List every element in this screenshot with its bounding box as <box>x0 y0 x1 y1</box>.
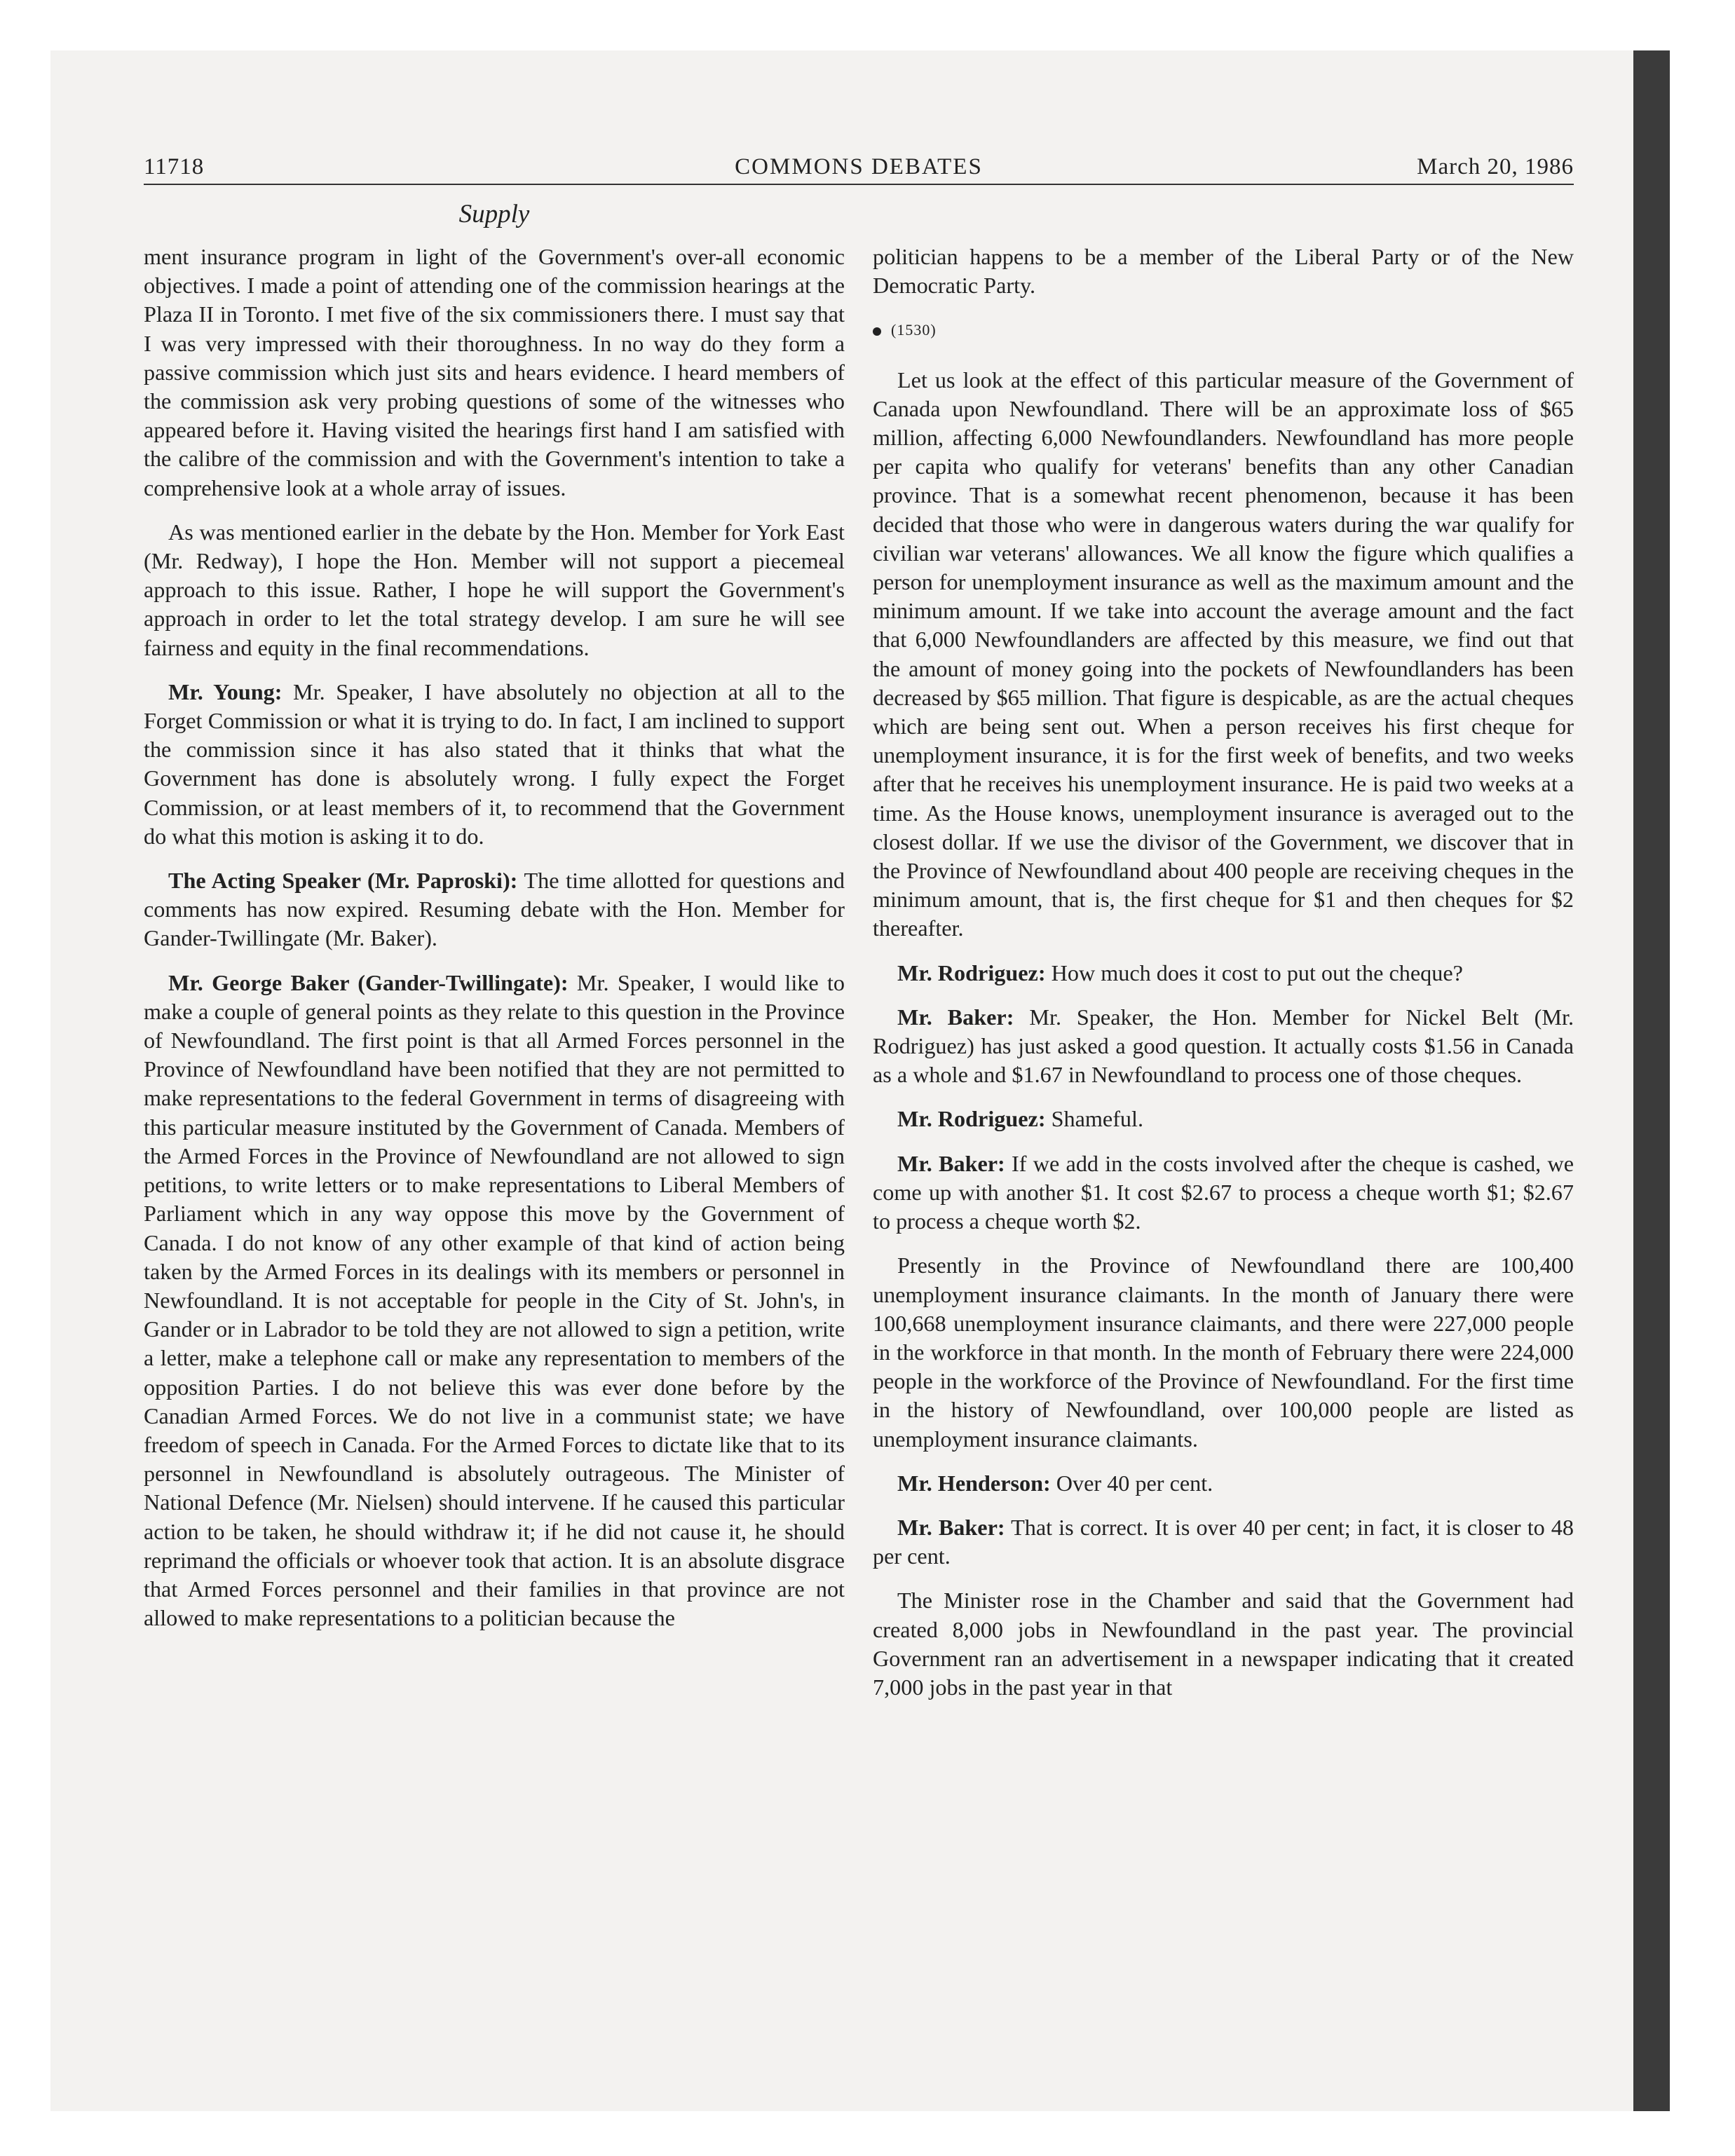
speaker-name: Mr. Rodriguez: <box>897 1106 1046 1132</box>
paragraph <box>873 366 1574 943</box>
section-title: Supply <box>458 200 530 228</box>
paragraph <box>873 1105 1574 1133</box>
paragraph-text: That is correct. It is over 40 per cent; in fact, it is closer to 48 per cent. <box>873 1514 1574 1569</box>
publication-title: COMMONS DEBATES <box>735 154 983 179</box>
speaker-name: Mr. Henderson: <box>897 1470 1051 1496</box>
paragraph <box>873 1149 1574 1236</box>
speaker-name: Mr. Baker: <box>897 1514 1005 1540</box>
speaker-name: Mr. George Baker (Gander-Twillingate): <box>168 969 569 995</box>
speaker-name: Mr. Young: <box>168 678 283 704</box>
paragraph <box>144 866 845 953</box>
paragraph <box>873 243 1574 300</box>
paragraph <box>873 1586 1574 1702</box>
page-binding-edge <box>1633 50 1670 2111</box>
paragraph <box>873 959 1574 988</box>
paragraph <box>144 678 845 851</box>
time-marker-text: (1530) <box>891 321 937 339</box>
paragraph-text: politician happens to be a member of the Liberal Party or of the New Democratic Party. <box>873 244 1574 299</box>
paragraph-text: The time allotted for questions and comments has now expired. Resuming debate with the Hon. Member for Gander-Twillingate (Mr. Baker). <box>144 868 845 951</box>
paragraph-text: Mr. Speaker, the Hon. Member for Nickel Belt (Mr. Rodriguez) has just asked a good question. It actually costs $1.56 in Canada as a whole and $1.67 in Newfoundland to process one of those cheques. <box>873 1004 1574 1088</box>
paragraph <box>144 243 845 503</box>
page-number: 11718 <box>144 154 205 179</box>
speaker-name: The Acting Speaker (Mr. Paproski): <box>168 868 518 894</box>
bullet-icon <box>873 327 881 336</box>
paragraph-text: Let us look at the effect of this particular measure of the Government of Canada upon Newfoundland. There will be an approximate loss of $65 million, affecting 6,000 Newfoundlanders. Newfoundland has more people per capita who qualify for veterans' benefits than any other Canadian province. That is a somewhat recent phenomenon, because it has been decided that those who were in dangerous waters during the war qualify for civilian war veterans' allowances. We all know the figure which qualifies a person for unemployment insurance as well as the maximum amount and the minimum amount. If we take into account the average amount and the fact that 6,000 Newfoundlanders are affected by this measure, we find out that the amount of money going into the pockets of Newfoundlanders has been decreased by $65 million. That figure is despicable, as are the actual cheques which are being sent out. When a person receives his first cheque for unemployment insurance, it is for the first week of benefits, and two weeks after that he receives his unemployment insurance. He is paid two weeks at a time. As the House knows, unemployment insurance is averaged out to the closest dollar. If we use the divisor of the Government, we discover that in the Province of Newfoundland about 400 people are receiving cheques in the minimum amount, that is, the first cheque for $1 and then cheques for $2 thereafter. <box>873 367 1574 941</box>
paragraph-text: Presently in the Province of Newfoundland there are 100,400 unemployment insurance claimants. In the month of January there were 100,668 unemployment insurance claimants, and there were 227,000 people in the workforce in that month. In the month of February there were 224,000 people in the workforce of the Province of Newfoundland. For the first time in the history of Newfoundland, over 100,000 people are listed as unemployment insurance claimants. <box>873 1253 1574 1452</box>
paragraph <box>873 1251 1574 1453</box>
paragraph-text: Mr. Speaker, I have absolutely no objection at all to the Forget Commission or what it is trying to do. In fact, I am inclined to support the commission since it has also stated that it thinks that what the Government has done is absolutely wrong. I fully expect the Forget Commission, or at least members of it, to recommend that the Government do what this motion is asking it to do. <box>144 678 845 849</box>
speaker-name: Mr. Baker: <box>897 1004 1014 1030</box>
paragraph <box>144 969 845 1633</box>
paragraph-text: ment insurance program in light of the Government's over-all economic objectives. I made a point of attending one of the commission hearings at the Plaza II in Toronto. I met five of the six commissioners there. I must say that I was very impressed with their thoroughness. In no way do they form a passive commission which just sits and hears evidence. I heard members of the commission ask very probing questions of some of the witnesses who appeared before it. Having visited the hearings first hand I am satisfied with the calibre of the commission and with the Government's intention to take a comprehensive look at a whole array of issues. <box>144 244 845 500</box>
paragraph-text: The Minister rose in the Chamber and said that the Government had created 8,000 jobs in Newfoundland in the past year. The provincial Government ran an advertisement in a newspaper indicating that it created 7,000 jobs in the past year in that <box>873 1588 1574 1700</box>
paragraph-text: Over 40 per cent. <box>1056 1470 1213 1496</box>
paragraph <box>144 518 845 662</box>
paragraph <box>873 1469 1574 1498</box>
page-header <box>144 149 1574 188</box>
paragraph <box>873 1003 1574 1090</box>
right-column <box>873 243 1574 1717</box>
speaker-name: Mr. Rodriguez: <box>897 960 1046 985</box>
paragraph-text: How much does it cost to put out the cheque? <box>1051 960 1463 985</box>
page-date: March 20, 1986 <box>1417 154 1574 179</box>
paragraph-text: If we add in the costs involved after the cheque is cashed, we come up with another $1. It cost $2.67 to process a cheque worth $1; $2.67 to process a cheque worth $2. <box>873 1150 1574 1234</box>
paragraph-text: Mr. Speaker, I would like to make a couple of general points as they relate to this question in the Province of Newfoundland. The first point is that all Armed Forces personnel in the Province of Newfoundland have been notified that they are not permitted to make representations to the federal Government in terms of disagreeing with this particular measure instituted by the Government of Canada. Members of the Armed Forces in the Province of Newfoundland are not allowed to sign petitions, to write letters or to make representations to Liberal Members of Parliament which in any way oppose this move by the Government of Canada. I do not know of any other example of that kind of action being taken by the Armed Forces in its dealings with its members or personnel in Newfoundland. It is not acceptable for people in the City of St. John's, in Gander or in Labrador to be told they are not allowed to sign a petition, write a letter, make a telephone call or make any representation to members of the opposition Parties. I do not believe this was ever done before by the Canadian Armed Forces. We do not live in a communist state; we have freedom of speech in Canada. For the Armed Forces to dictate like that to its personnel in Newfoundland is absolutely outrageous. The Minister of National Defence (Mr. Nielsen) should intervene. If he caused this particular action to be taken, he should withdraw it; if he did not cause it, he should reprimand the officials or whoever took that action. It is an absolute disgrace that Armed Forces personnel and their families in that province are not allowed to make representations to a politician because the <box>144 969 845 1631</box>
paragraph-text: Shameful. <box>1051 1106 1144 1132</box>
time-marker <box>873 315 1574 344</box>
paragraph <box>873 1513 1574 1571</box>
header-rule <box>144 184 1574 185</box>
left-column <box>144 243 845 1648</box>
speaker-name: Mr. Baker: <box>897 1150 1005 1176</box>
paragraph-text: As was mentioned earlier in the debate by the Hon. Member for York East (Mr. Redway), I hope the Hon. Member will not support a piecemeal approach to this issue. Rather, I hope he will support the Government's approach in order to let the total strategy develop. I am sure he will see fairness and equity in the final recommendations. <box>144 519 845 660</box>
